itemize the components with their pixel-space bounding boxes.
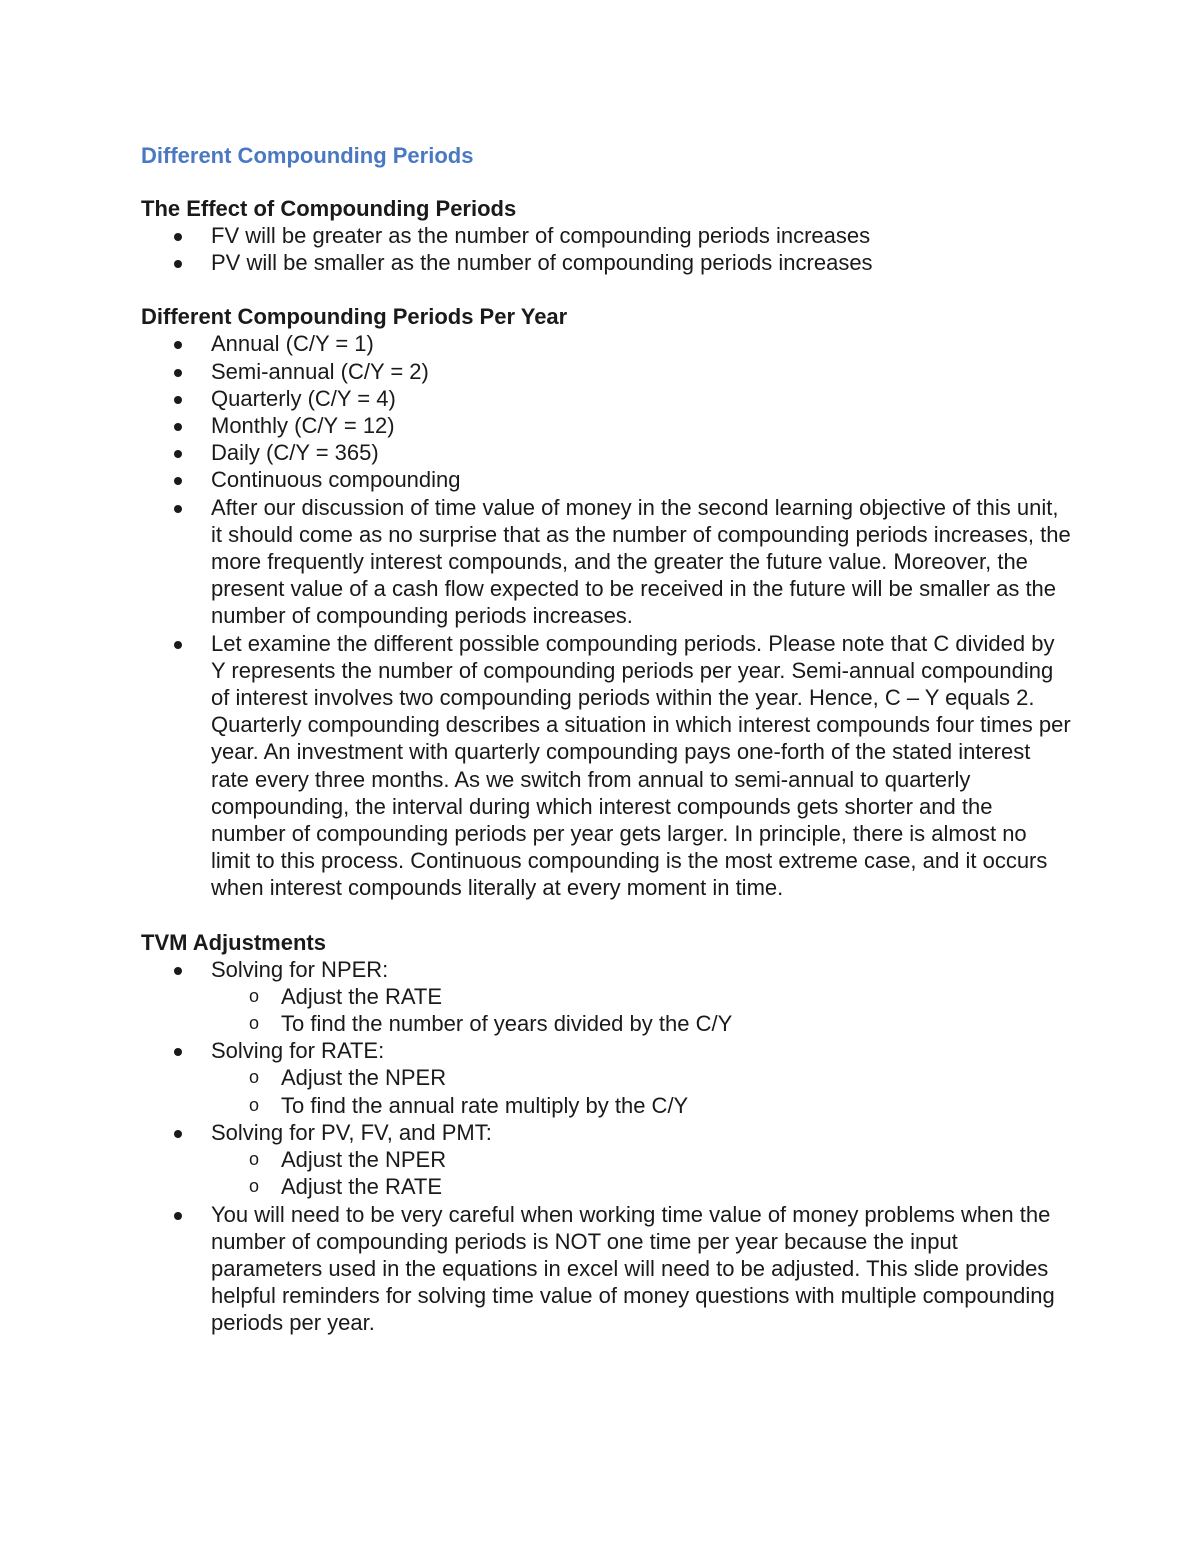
bullet-icon (174, 967, 182, 975)
section-heading-tvm-adjustments: TVM Adjustments (141, 929, 326, 955)
sub-list-item: o Adjust the RATE (249, 983, 442, 1009)
list-item: FV will be greater as the number of compounding periods increases (141, 222, 1071, 249)
section-heading-effect: The Effect of Compounding Periods (141, 196, 517, 221)
list-item: Solving for NPER: o Adjust the RATE o To find the number of years divided by the C/Y (141, 956, 1071, 1038)
sub-list (211, 983, 1071, 1037)
bullet-icon (174, 505, 182, 513)
sub-list (211, 1064, 1071, 1118)
bullet-icon (174, 369, 182, 377)
list-item: PV will be smaller as the number of compounding periods increases (141, 249, 1071, 276)
circle-bullet-icon: o (249, 1013, 260, 1034)
bullet-icon (174, 477, 182, 485)
sub-list-item: o Adjust the NPER (249, 1065, 447, 1091)
tvm-adjustments-list (141, 956, 1071, 1337)
list-item: Let examine the different possible compounding periods. Please note that C divided by Y represents the number of compounding periods per year. Semi-annual compounding of interest involves two compounding periods within the year. Hence, C – Y equals 2. Quarterly compounding describes a situation in which interest compounds four times per year. An investment with quarterly compounding pays one-forth of the stated interest rate every three months. As we switch from annual to semi-annual to quarterly compounding, the interval during which interest compounds gets shorter and the number of compounding periods per year gets larger. In principle, there is almost no limit to this process. Continuous compounding is the most extreme case, and it occurs when interest compounds literally at every moment in time. (141, 630, 1071, 902)
bullet-icon (174, 423, 182, 431)
circle-bullet-icon: o (249, 985, 260, 1006)
bullet-icon (174, 450, 182, 458)
bullet-icon (174, 396, 182, 404)
list-item: Semi-annual (C/Y = 2) (141, 358, 1071, 385)
sub-list-item: o To find the annual rate multiply by the C/Y (249, 1092, 689, 1118)
circle-bullet-icon: o (249, 1176, 260, 1197)
document-page (141, 141, 1071, 1337)
bullet-icon (174, 233, 182, 241)
list-item: Monthly (C/Y = 12) (141, 412, 1071, 439)
bullet-icon (174, 341, 182, 349)
bullet-icon (174, 260, 182, 268)
list-item: After our discussion of time value of money in the second learning objective of this unit, it should come as no surprise that as the number of compounding periods increases, the more frequently interest compounds, and the greater the future value. Moreover, the present value of a cash flow expected to be received in the future will be smaller as the number of compounding periods increases. (141, 494, 1071, 630)
effect-list (141, 222, 1071, 276)
sub-list (211, 1146, 1071, 1200)
circle-bullet-icon: o (249, 1149, 260, 1170)
list-item: Quarterly (C/Y = 4) (141, 385, 1071, 412)
bullet-icon (174, 1048, 182, 1056)
circle-bullet-icon: o (249, 1094, 260, 1115)
bullet-icon (174, 641, 182, 649)
bullet-icon (174, 1212, 182, 1220)
sub-list-item: o To find the number of years divided by the C/Y (249, 1011, 733, 1037)
sub-list-item: o Adjust the NPER (249, 1147, 447, 1173)
list-item: Solving for PV, FV, and PMT: o Adjust the NPER o Adjust the RATE (141, 1119, 1071, 1201)
bullet-icon (174, 1130, 182, 1138)
list-item: Continuous compounding (141, 466, 1071, 493)
periods-per-year-list (141, 330, 1071, 901)
document-title: Different Compounding Periods (141, 143, 474, 168)
circle-bullet-icon: o (249, 1067, 260, 1088)
section-heading-periods-per-year: Different Compounding Periods Per Year (141, 304, 568, 330)
list-item: Annual (C/Y = 1) (141, 330, 1071, 357)
list-item: You will need to be very careful when working time value of money problems when the number of compounding periods is NOT one time per year because the input parameters used in the equations in excel will need to be adjusted. This slide provides helpful reminders for solving time value of money questions with multiple compounding periods per year. (141, 1201, 1071, 1337)
list-item: Daily (C/Y = 365) (141, 439, 1071, 466)
list-item: Solving for RATE: o Adjust the NPER o To find the annual rate multiply by the C/Y (141, 1037, 1071, 1119)
sub-list-item: o Adjust the RATE (249, 1174, 442, 1200)
